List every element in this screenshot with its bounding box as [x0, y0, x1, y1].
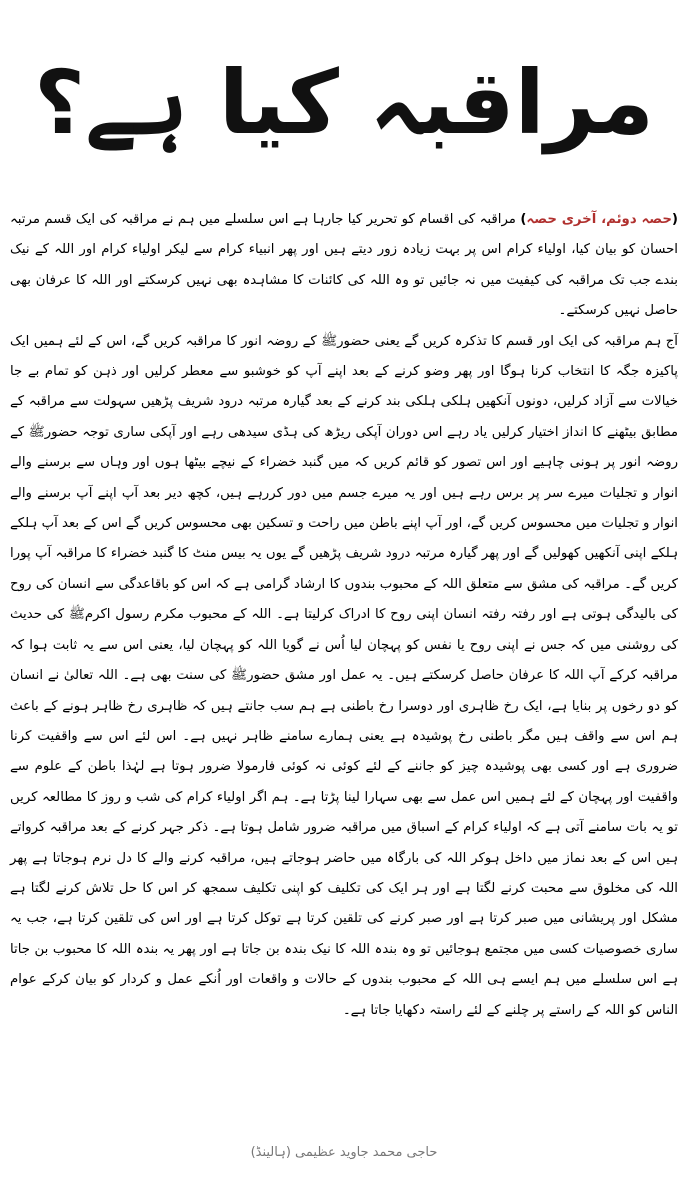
author-byline: حاجی محمد جاوید عظیمی (ہالینڈ): [250, 1145, 438, 1160]
part-label: حصہ دوئم، آخری حصہ: [526, 212, 672, 227]
paragraph-intro: (حصہ دوئم، آخری حصہ) مراقبہ کی اقسام کو تحریر کیا جارہا ہے اس سلسلے میں ہم نے مراقبہ کی ایک قسم مرتبہ احسان کو بیان کیا، اولیاء کرام اس پر بہت زیادہ زور دیتے ہیں اور پھر انبیاء کرام سے لیکر اولیاء کرام اور اللہ کے نیک بندے جب تک مراقبہ کی کیفیت میں نہ جائیں تو وہ اللہ کی کائنات کا مشاہدہ بھی نہیں کرسکتے اور اللہ کا عرفان بھی حاصل نہیں کرسکتے۔: [10, 212, 678, 319]
article-body: [10, 205, 678, 1026]
paragraph-main: آج ہم مراقبہ کی ایک اور قسم کا تذکرہ کریں گے یعنی حضورﷺ کے روضہ انور کا مراقبہ کریں گے، اس کے لئے ہمیں ایک پاکیزہ جگہ کا انتخاب کرنا ہوگا اور پھر وضو کرنے کے بعد اپنے آپ کو خوشبو سے معطر کرلیں اور ذہن کو تمام بے جا خیالات سے آزاد کرلیں، دونوں آنکھیں ہلکی ہلکی بند کرنے کے بعد گیارہ مرتبہ درود شریف پڑھیں سہولت سے مراقبہ کے مطابق بیٹھنے کا انداز اختیار کرلیں یاد رہے اس دوران آپکی ریڑھ کی ہڈی سیدھی رہے اور آپکی ساری توجہ حضورﷺ کے روضہ انور پر ہونی چاہیے اور اس تصور کو قائم کریں کہ میں گنبد خضراء کے نیچے بیٹھا ہوں اور وہاں سے برسنے والے انوار و تجلیات میرے سر پر برس رہے ہیں اور یہ میرے جسم میں دور کررہے ہیں، کچھ دیر بعد آپ اپنے آپ برسنے والے انوار و تجلیات میں محسوس کریں گے، اور آپ اپنے باطن میں راحت و تسکین بھی محسوس کریں گے اس کے بعد آپ ہلکے ہلکے اپنی آنکھیں کھولیں گے اور پھر گیارہ مرتبہ درود شریف پڑھیں گے یوں یہ بیس منٹ کا گنبد خضراء کا مراقبہ آپ پورا کریں گے۔ مراقبہ کی مشق سے متعلق اللہ کے محبوب بندوں کا ارشاد گرامی ہے کہ اس کو باقاعدگی سے انسان کی روح کی بالیدگی ہوتی ہے اور رفتہ رفتہ انسان اپنی روح کا ادراک کرلیتا ہے۔ اللہ کے محبوب مکرم رسول اکرمﷺ کی حدیث کی روشنی میں کہ جس نے اپنی روح یا نفس کو پہچان لیا اُس نے گویا اللہ کو پہچان لیا، یعنی اس سے یہ ثابت ہوا کہ مراقبہ کرکے آپ اللہ کا عرفان حاصل کرسکتے ہیں۔ یہ عمل اور مشق حضورﷺ کی سنت بھی ہے۔ اللہ تعالیٰ نے انسان کو دو رخوں پر بنایا ہے، ایک رخ ظاہری اور دوسرا رخ باطنی ہے ہم سب جانتے ہیں کہ ظاہری رخ ظاہر ہونے کے باعث ہم اس سے واقف ہیں مگر باطنی رخ پوشیدہ ہے یعنی ہمارے سامنے ظاہر نہیں ہے۔ اس لئے اس سے واقفیت کرنا ضروری ہے اور کسی بھی پوشیدہ چیز کو جاننے کے لئے کوئی نہ کوئی فارمولا ضرور ہوتا ہے لہٰذا باطن کے علوم سے واقفیت اور پہچان کے لئے ہمیں اس عمل سے بھی سہارا لینا پڑتا ہے۔ ہم اگر اولیاء کرام کی شب و روز کا مطالعہ کریں تو یہ بات سامنے آتی ہے کہ اولیاء کرام کے اسباق میں مراقبہ ضرور شامل ہوتا ہے۔ ذکر جہر کرنے کے بعد مراقبہ کرواتے ہیں اس کے بعد نماز میں داخل ہوکر اللہ کی بارگاہ میں حاضر ہوجاتے ہیں، مراقبہ کرنے والے کا دل نرم ہوجاتا ہے پھر اللہ کی مخلوق سے محبت کرنے لگتا ہے اور ہر ایک کی تکلیف کو اپنی تکلیف سمجھ کر اس کا حل تلاش کرنے لگتا ہے مشکل اور پریشانی میں صبر کرتا ہے اور صبر کرنے کی تلقین کرتا ہے توکل کرتا ہے اور اس کی تلقین کرتا ہے، جب یہ ساری خصوصیات کسی میں مجتمع ہوجائیں تو وہ بندہ اللہ کا نیک بندہ بن جاتا ہے اور پھر یہ بندہ اللہ کا محبوب بن جاتا ہے اس سلسلے میں ہم ایسے ہی اللہ کے محبوب بندوں کے حالات و واقعات اور اُنکے عمل و کردار کو بیان کرکے عوام الناس کو اللہ کے راستے پر چلنے کے لئے راستہ دکھایا جاتا ہے۔: [10, 333, 678, 1018]
paragraph-1-text: مراقبہ کی اقسام کو تحریر کیا جارہا ہے اس سلسلے میں ہم نے مراقبہ کی ایک قسم مرتبہ احسان کو بیان کیا، اولیاء کرام اس پر بہت زیادہ زور دیتے ہیں اور پھر انبیاء کرام سے لیکر اولیاء کرام اور اللہ کے نیک بندے جب تک مراقبہ کی کیفیت میں نہ جائیں تو وہ اللہ کی کائنات کا مشاہدہ بھی نہیں کرسکتے اور اللہ کا عرفان بھی حاصل نہیں کرسکتے۔: [10, 212, 678, 319]
article-headline: مراقبہ کیا ہے؟: [33, 51, 655, 154]
